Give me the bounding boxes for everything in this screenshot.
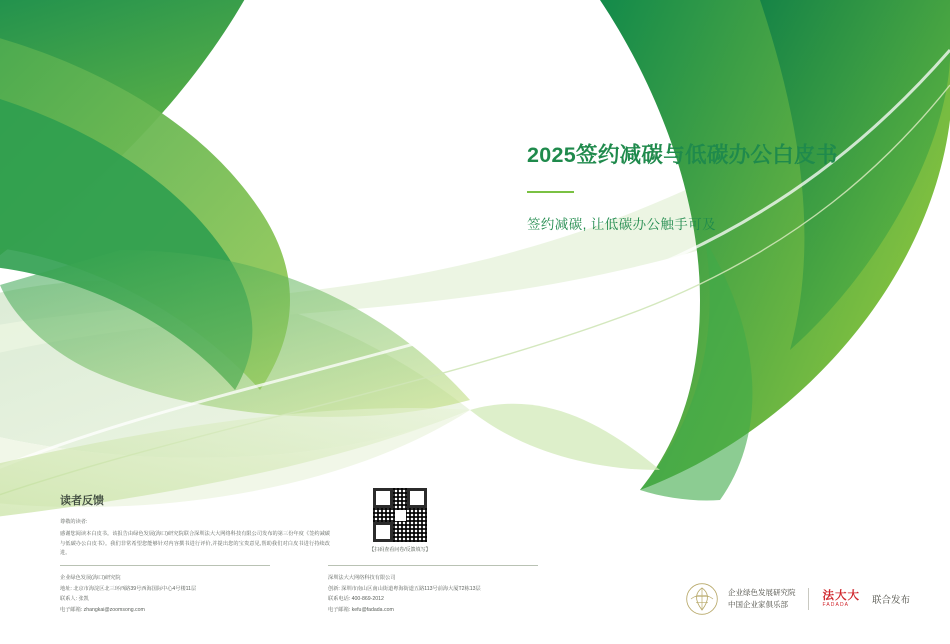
contact-line: 企业绿色发展(海口)研究院	[60, 575, 121, 581]
contact-column-institute	[60, 565, 270, 616]
fadada-brand-en: FADADA	[822, 601, 850, 608]
org-name-line: 中国企业家俱乐部	[727, 600, 788, 609]
contact-line: 深圳法大大网络科技有限公司	[328, 575, 396, 581]
feedback-body-text: 感谢您阅读本白皮书。该报告由绿色发展(海口)研究院联合深圳法大大网络科技有限公司发布的第三份年度《签约减碳与低碳办公白皮书》。我们非常希望您能够针对内容撰书进行评价,并提出您的宝贵意见,帮助我们对白皮书进行持续改进。	[60, 531, 330, 557]
fadada-logo	[822, 590, 860, 609]
footer-logo-row	[685, 582, 910, 616]
qr-code-icon[interactable]	[373, 488, 427, 542]
reader-feedback-block	[60, 492, 330, 559]
feedback-salutation: 尊敬的读者:	[60, 519, 88, 525]
contact-columns	[60, 565, 540, 616]
logo-divider	[808, 588, 809, 610]
feedback-qr-block[interactable]	[368, 488, 432, 553]
contact-line: 联系电话: 400-869-2012	[328, 596, 384, 603]
qr-center-clear	[395, 510, 406, 521]
joint-publish-label: 联合发布	[871, 595, 910, 606]
page-title: 2025签约减碳与低碳办公白皮书	[527, 143, 838, 167]
qr-caption: 【扫码查看问卷/反馈填写】	[369, 547, 431, 553]
contact-line: 电子邮箱: zhangkai@zoomsong.com	[60, 606, 145, 613]
page-subtitle: 签约减碳, 让低碳办公触手可及	[527, 217, 717, 233]
contact-line: 地址: 北京市海淀区北三环西路39号西海国际中心4号楼11层	[60, 585, 197, 592]
title-block	[527, 140, 857, 233]
title-divider	[527, 191, 574, 193]
leaf-circle-emblem-icon	[685, 582, 719, 616]
fadada-brand-cn: 法大大	[822, 589, 860, 602]
contact-line: 电子邮箱: kefu@fadada.com	[328, 606, 394, 613]
qr-finder-bottom-left	[373, 522, 393, 542]
contact-line: 联系人: 张凯	[60, 596, 89, 603]
contact-column-company	[328, 565, 538, 616]
reader-feedback-heading: 读者反馈	[60, 495, 104, 507]
org-name-line: 企业绿色发展研究院	[727, 588, 796, 598]
contact-line: 创新: 深圳市南山区南山街道粤海街道五路113号前海大厦T2栋13层	[328, 585, 481, 592]
org-name-group	[728, 587, 796, 610]
